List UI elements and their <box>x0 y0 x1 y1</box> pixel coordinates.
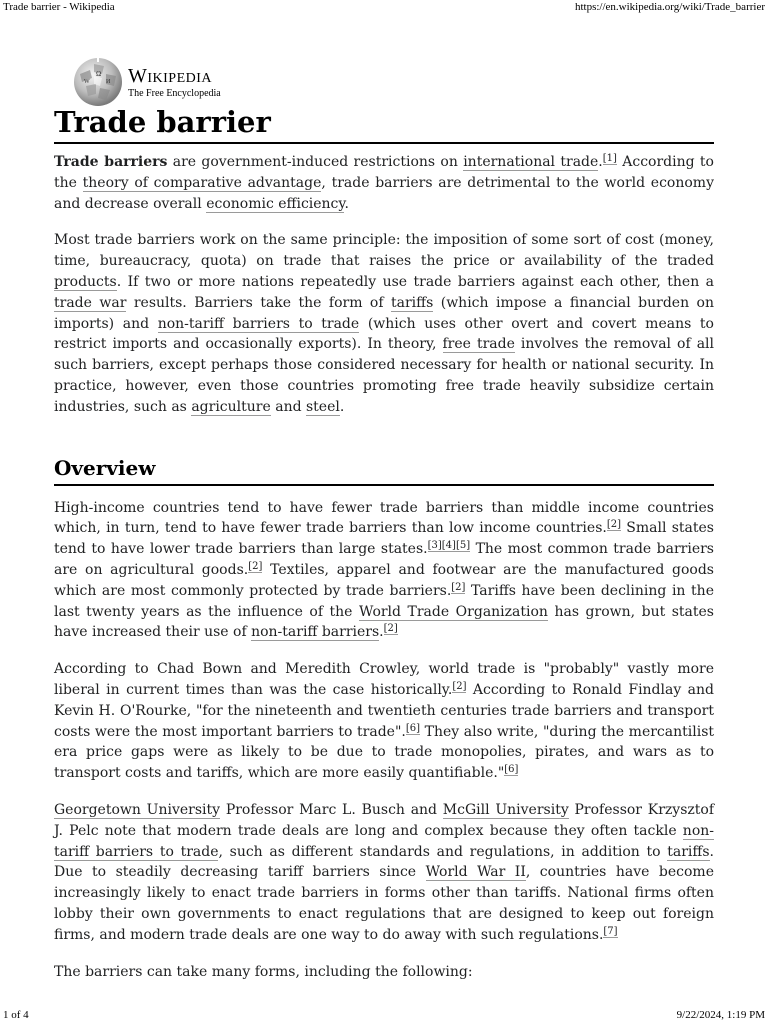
citation-ref[interactable]: [2] <box>248 560 263 572</box>
citation-ref[interactable]: [5] <box>455 540 471 552</box>
link-free-trade[interactable]: free trade <box>442 336 515 353</box>
link-non-tariff-barriers[interactable]: non-tariff barriers <box>251 624 380 641</box>
link-trade-war[interactable]: trade war <box>54 294 127 311</box>
link-world-war-ii[interactable]: World War II <box>425 864 526 881</box>
text: Small states tend to have lower trade barriers than large states. <box>54 520 714 558</box>
wikipedia-globe-icon <box>72 56 124 108</box>
link-non-tariff-barriers-to-trade[interactable]: non-tariff barriers to trade <box>54 822 714 860</box>
overview-paragraph-1 <box>54 498 714 644</box>
link-agriculture[interactable]: agriculture <box>191 398 271 415</box>
overview-paragraph-3 <box>54 800 714 946</box>
text: are government-induced restrictions on <box>167 154 464 170</box>
link-economic-efficiency[interactable]: economic efficiency <box>206 195 345 212</box>
text: , countries have become increasingly likely to enact trade barriers in forms other than tariffs. National firms often lobby their own governments to enact regulations that are designed to keep out foreign firms, and modern trade deals are one way to do away with such regulations. <box>54 864 714 943</box>
text: . <box>344 195 349 212</box>
section-heading-overview: Overview <box>54 454 714 486</box>
citation-ref[interactable]: [1] <box>602 153 617 164</box>
lead-paragraph <box>54 152 714 214</box>
text: . Due to steadily decreasing tariff barriers since <box>54 843 714 881</box>
text: , trade barriers are detrimental to the world economy and decrease overall <box>54 174 714 212</box>
text: High-income countries tend to have fewer trade barriers than middle income countries which, in turn, tend to have fewer trade barriers than low income countries. <box>54 499 714 537</box>
link-products[interactable]: products <box>54 273 117 290</box>
citation-ref[interactable]: [2] <box>452 680 467 692</box>
text: Tariffs have been declining in the last twenty years as the influence of the <box>54 582 714 620</box>
link-mcgill-university[interactable]: McGill University <box>442 801 569 818</box>
svg-text:И: И <box>106 79 111 85</box>
text: and <box>270 398 306 415</box>
text: According to the <box>54 154 714 191</box>
citation-ref[interactable]: [3] <box>427 540 442 552</box>
overview-paragraph-2 <box>54 659 714 784</box>
text: . If two or more nations repeatedly use trade barriers against each other, then a <box>116 273 714 290</box>
text: They also write, "during the mercantilist era price gaps were as likely to be due to trade monopolies, pirates, and wars as to transport costs and tariffs, which are more easily quantifiable." <box>54 723 714 782</box>
text: . <box>339 398 345 415</box>
text: (which uses other overt and covert means to restrict imports and occasionally exports). In theory, <box>54 315 714 353</box>
wikipedia-wordmark: Wikipedia <box>128 64 213 87</box>
text: (which impose a financial burden on imports) and <box>54 294 714 332</box>
link-georgetown-university[interactable]: Georgetown University <box>54 801 221 818</box>
print-footer <box>3 1009 765 1023</box>
text: . <box>598 154 603 170</box>
link-steel[interactable]: steel <box>306 398 340 415</box>
print-page-title: Trade barrier - Wikipedia <box>3 1 115 13</box>
article-content <box>54 104 714 982</box>
wikipedia-logo[interactable] <box>72 56 221 108</box>
citation-ref[interactable]: [2] <box>606 519 622 531</box>
print-page-number: 1 of 4 <box>3 1009 29 1021</box>
text: Textiles, apparel and footwear are the manufactured goods which are most commonly protected by trade barriers. <box>54 561 714 599</box>
text: According to Ronald Findlay and Kevin H. O'Rourke, "for the nineteenth and twentieth centuries trade barriers and transport costs were the most important barriers to trade". <box>54 681 715 740</box>
text: The most common trade barriers are on agricultural goods. <box>54 541 714 578</box>
wikipedia-tagline: The Free Encyclopedia <box>128 87 221 99</box>
citation-ref[interactable]: [2] <box>451 581 466 593</box>
text: , such as different standards and regulations, in addition to <box>218 843 668 860</box>
text: has grown, but states have increased their use of <box>54 603 714 641</box>
print-datetime: 9/22/2024, 1:19 PM <box>676 1009 765 1021</box>
text: Professor Marc L. Busch and <box>220 801 443 818</box>
text: According to Chad Bown and Meredith Crowley, world trade is "probably" vastly more liberal in current times than was the case historically. <box>54 661 714 698</box>
link-theory-of-comparative-advantage[interactable]: theory of comparative advantage <box>82 174 322 191</box>
link-tariffs[interactable]: tariffs <box>667 843 710 860</box>
citation-ref[interactable]: [7] <box>603 925 618 937</box>
link-world-trade-organization[interactable]: World Trade Organization <box>359 603 548 620</box>
text: involves the removal of all such barriers, except perhaps those considered necessary for health or national security. In practice, however, even those countries promoting free trade heavily subsidize certain industries, such as <box>54 336 714 415</box>
text: . <box>379 624 384 641</box>
link-tariffs[interactable]: tariffs <box>391 294 434 311</box>
text: results. Barriers take the form of <box>126 294 391 311</box>
citation-ref[interactable]: [6] <box>504 764 519 776</box>
print-page-url[interactable]: https://en.wikipedia.org/wiki/Trade_barrier <box>574 1 765 13</box>
citation-ref[interactable]: [4] <box>441 540 456 552</box>
intro-paragraph-2 <box>54 230 714 417</box>
print-header <box>3 1 765 15</box>
overview-paragraph-4: The barriers can take many forms, including the following: <box>54 963 473 980</box>
article-title: Trade barrier <box>54 104 714 144</box>
citation-ref[interactable]: [2] <box>383 623 398 635</box>
link-non-tariff-barriers-to-trade[interactable]: non-tariff barriers to trade <box>157 315 360 332</box>
text: Most trade barriers work on the same principle: the imposition of some sort of cost (money, time, bureaucracy, quota) on trade that raises the price or availability of the traded <box>54 232 714 270</box>
text: Professor Krzysztof J. Pelc note that modern trade deals are long and complex because they often tackle <box>54 801 715 839</box>
svg-text:W: W <box>84 79 90 85</box>
citation-ref[interactable]: [6] <box>405 722 421 734</box>
svg-text:Ω: Ω <box>96 70 102 78</box>
lead-bold-term: Trade barriers <box>54 154 168 170</box>
link-international-trade[interactable]: international trade <box>463 154 599 170</box>
